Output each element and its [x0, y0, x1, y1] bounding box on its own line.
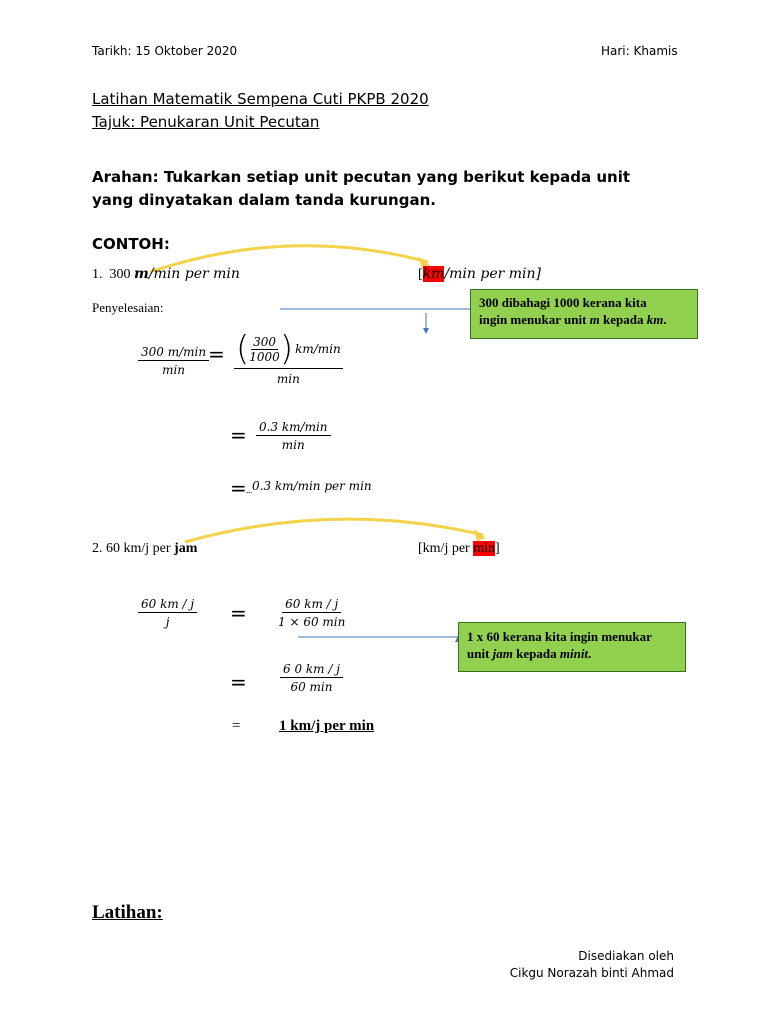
exercise-heading: Latihan: [92, 902, 163, 923]
note2-jam: jam [492, 646, 513, 661]
q2-lhs-fraction [138, 597, 197, 629]
note2-line1: 1 x 60 kerana kita ingin menukar [467, 629, 652, 644]
q2-line [92, 541, 197, 557]
q1-rhs-fraction [234, 329, 343, 386]
day-text: Hari: Khamis [601, 44, 678, 58]
q2-target-highlight: min [473, 541, 495, 556]
q1-inner-num: 300 [253, 334, 276, 349]
q1-lhs-num: 300 m/min [138, 345, 209, 361]
q2-step1-den: 1 × 60 min [278, 615, 346, 629]
q1-inner-den: 1000 [249, 349, 280, 364]
q1-step3: _0.3 km/min per min [246, 479, 372, 493]
q1-lhs-fraction [138, 345, 209, 377]
worksheet-topic: Tajuk: Penukaran Unit Pecutan [92, 113, 320, 131]
q1-target-rest: /min per min] [444, 266, 541, 282]
q2-equals-1: = [230, 601, 247, 625]
note2-line2 [467, 645, 677, 662]
note2-text-a: unit [467, 646, 490, 661]
q1-target-open: [ [418, 267, 423, 282]
prepared-by-label: Disediakan oleh [578, 949, 674, 963]
blue-arrowhead-1 [423, 328, 429, 334]
q2-lhs-num: 60 km / j [138, 597, 197, 613]
q1-unit-m: m [134, 266, 149, 282]
q1-unit-rest: /min per min [148, 266, 240, 282]
note1-text-b: kepada [603, 312, 644, 327]
note2-end: . [588, 646, 592, 661]
q2-unit-jam: jam [174, 541, 198, 556]
q1-lhs-den: min [162, 363, 186, 377]
q2-lhs-den: j [165, 615, 170, 629]
q1-step2-fraction [256, 420, 331, 452]
q1-line [92, 266, 240, 283]
q2-number: 2. [92, 541, 103, 556]
note2-text-b: kepada [516, 646, 557, 661]
q2-value: 60 km/j per [106, 541, 171, 556]
q1-rhs-num-row: ( $\frac{300}{1000}$ ) km/min [236, 329, 341, 369]
q1-number: 1. [92, 267, 103, 282]
q2-target-close: ] [495, 541, 500, 556]
q2-equals-2: = [230, 670, 247, 694]
q2-equals-3: = [232, 718, 241, 734]
note1-m: m [589, 312, 600, 327]
q2-answer: 1 km/j per min [279, 718, 375, 734]
note1-line1: 300 dibahagi 1000 kerana kita [479, 295, 647, 310]
q2-target [418, 541, 500, 557]
note1-km: km [646, 312, 664, 327]
q1-target-highlight: km [422, 266, 445, 282]
note1-end: . [663, 312, 667, 327]
q1-equals-2: = [230, 423, 247, 447]
note-box-2 [458, 622, 686, 672]
q1-inner-unit: km/min [295, 342, 341, 356]
q1-step3-text: 0.3 km/min per min [252, 479, 372, 493]
q2-step1-num: 60 km / j [282, 597, 341, 613]
yellow-arrow-2 [185, 519, 483, 542]
example-heading: CONTOH: [92, 235, 170, 253]
q2-step2-den: 60 min [290, 680, 333, 694]
q1-step2-num: 0.3 km/min [256, 420, 331, 436]
yellow-arrowhead-2 [474, 529, 486, 541]
note2-minit: minit [559, 646, 589, 661]
q1-value: 300 [109, 267, 131, 282]
note-box-1 [470, 289, 698, 339]
q2-target-open: [km/j per [418, 541, 470, 556]
q2-step2-num: 6 0 km / j [280, 662, 343, 678]
q2-step1-fraction [278, 597, 345, 629]
q1-target [418, 266, 541, 283]
note1-line2 [479, 311, 689, 328]
teacher-name: Cikgu Norazah binti Ahmad [509, 966, 674, 980]
instruction-text: Arahan: Tukarkan setiap unit pecutan yang berikut kepada unit yang dinyatakan dalam tanda kurungan. [92, 168, 631, 209]
q1-rhs-den: min [276, 372, 300, 386]
q1-equals-3: = [230, 476, 247, 500]
solution-label: Penyelesaian: [92, 300, 164, 315]
q1-equals-1: = [208, 342, 225, 366]
q1-step2-den: min [281, 438, 305, 452]
note1-text-a: ingin menukar unit [479, 312, 587, 327]
worksheet-title: Latihan Matematik Sempena Cuti PKPB 2020 [92, 90, 429, 108]
date-text: Tarikh: 15 Oktober 2020 [92, 44, 238, 58]
q2-step2-fraction [280, 662, 343, 694]
